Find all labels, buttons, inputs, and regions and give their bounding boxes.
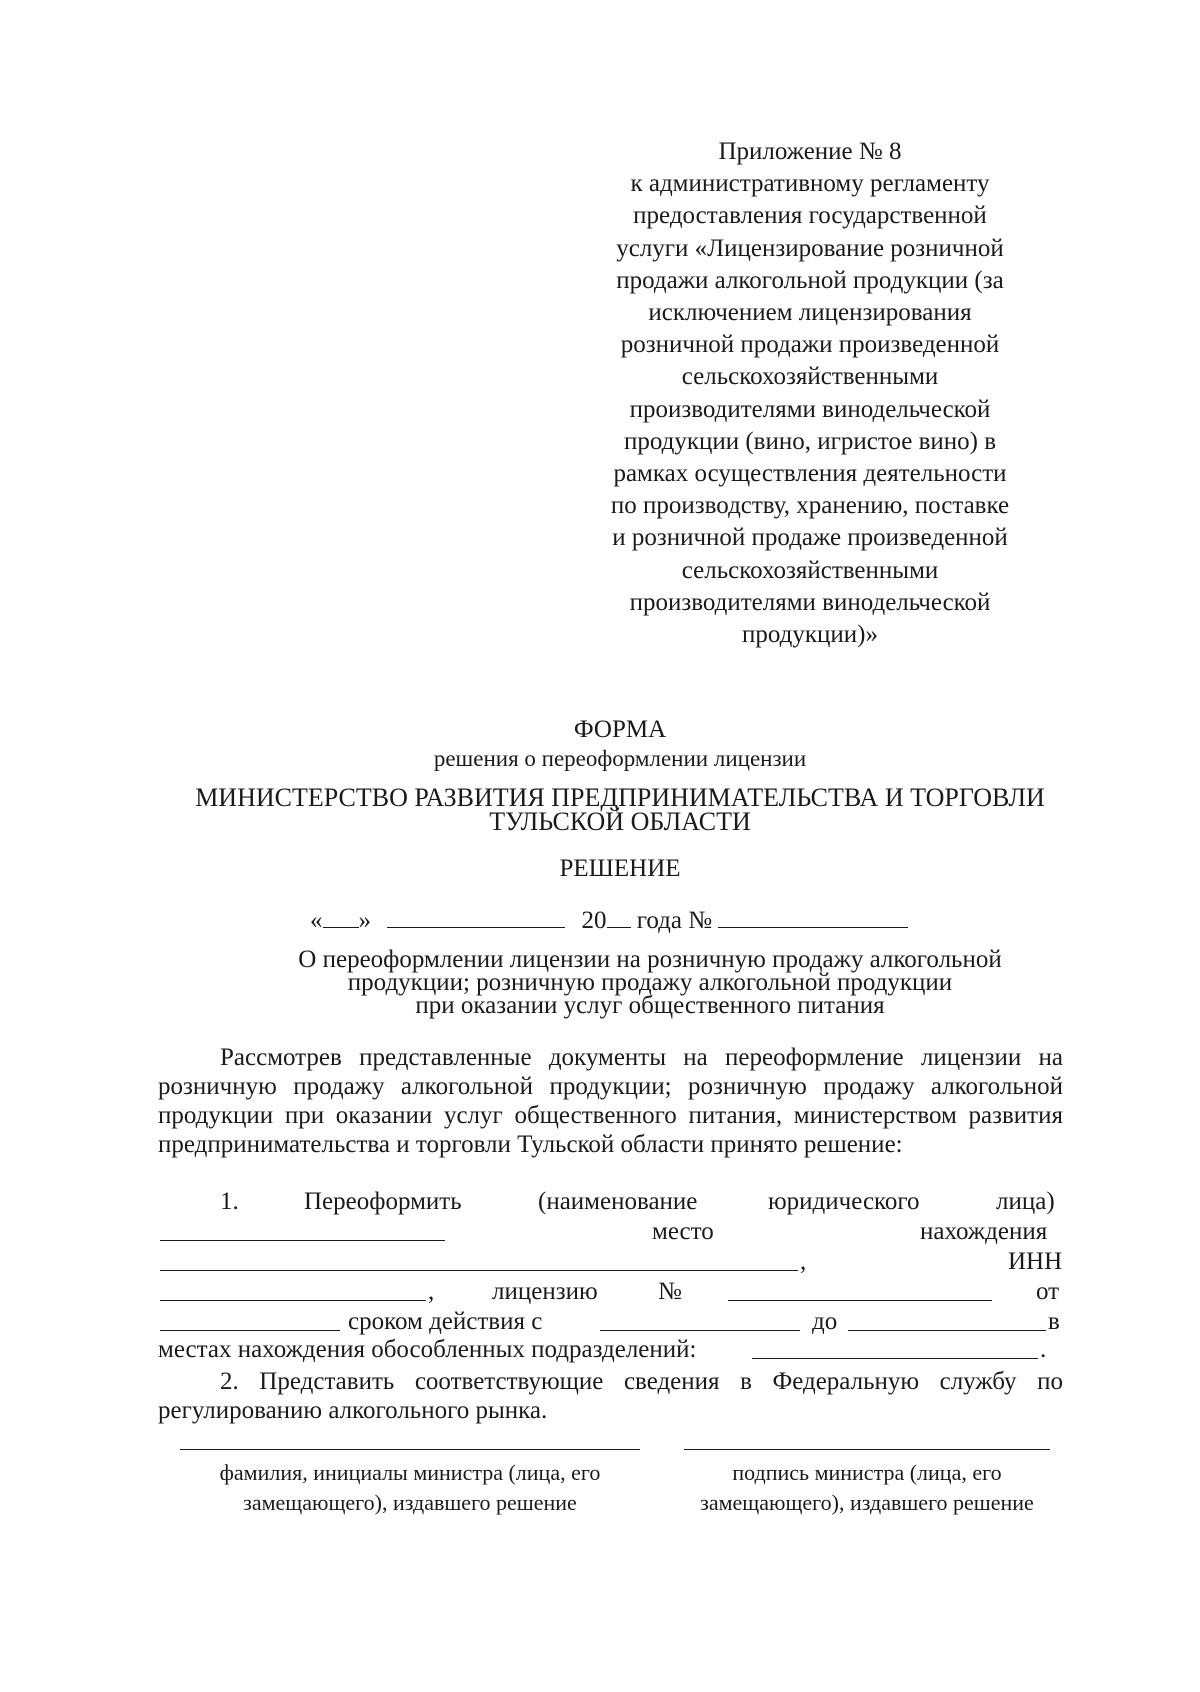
subject-line: О переоформлении лицензии на розничную продажу алкогольной <box>298 946 1002 973</box>
appendix-line: продажи алкогольной продукции (за <box>616 266 1004 294</box>
validity-to-blank <box>848 1330 1046 1331</box>
ministry-name-line1: МИНИСТЕРСТВО РАЗВИТИЯ ПРЕДПРИНИМАТЕЛЬСТВА И ТОРГОВЛИ <box>195 783 1045 812</box>
item1-word-reissue: Переоформить <box>304 1188 462 1215</box>
appendix-line: производителями винодельческой <box>629 395 991 423</box>
item1-row3 <box>158 1248 1063 1277</box>
end-dot: . <box>1040 1336 1047 1363</box>
appendix-line: к административному регламенту <box>630 170 990 198</box>
comma: , <box>428 1278 435 1305</box>
item1-word-inn: ИНН <box>1008 1248 1063 1275</box>
item1-word-places: местах нахождения обособленных подразделений: <box>158 1336 697 1363</box>
date-number-line <box>310 905 950 935</box>
item1-word-license: лицензию <box>492 1278 598 1305</box>
decision-subject <box>150 948 1150 1017</box>
item1-word-name: (наименование <box>538 1188 698 1215</box>
item1-row1 <box>158 1188 1063 1217</box>
signature-name-caption <box>160 1458 660 1518</box>
signature-sign-line <box>684 1449 1050 1450</box>
signature-sign-caption <box>660 1458 1074 1518</box>
subdivisions-blank <box>752 1358 1038 1359</box>
item1-word-location: нахождения <box>920 1218 1048 1245</box>
item1-word-in: в <box>1048 1308 1060 1335</box>
item1-word-entity: лица) <box>996 1188 1055 1215</box>
day-blank <box>323 905 359 928</box>
appendix-header <box>560 136 1060 651</box>
item1-word-to: до <box>812 1308 838 1335</box>
decision-heading: РЕШЕНИЕ <box>559 855 681 882</box>
appendix-line: продукции (вино, игристое вино) в <box>623 427 997 455</box>
subject-line: продукции; розничную продажу алкогольной продукции <box>347 969 953 996</box>
caption-line: фамилия, инициалы министра (лица, его <box>219 1460 601 1485</box>
close-quote: » <box>358 907 371 934</box>
comma: , <box>800 1248 807 1275</box>
subject-line: при оказании услуг общественного питания <box>415 992 885 1019</box>
appendix-line: розничной продажи произведенной <box>620 331 1000 359</box>
license-number-blank <box>728 1300 992 1301</box>
year-blank <box>607 905 631 928</box>
appendix-line: и розничной продаже произведенной <box>612 524 1008 552</box>
item1-word-from: от <box>1036 1278 1060 1305</box>
signature-name-line <box>180 1449 640 1450</box>
ministry-name-line2: ТУЛЬСКОЙ ОБЛАСТИ <box>489 807 751 836</box>
inn-blank <box>160 1300 426 1301</box>
open-quote: « <box>310 907 323 934</box>
item1-word-legal: юридического <box>768 1188 920 1215</box>
item1-row4 <box>158 1278 1063 1307</box>
appendix-line: услуги «Лицензирование розничной <box>616 234 1004 262</box>
appendix-line: Приложение № 8 <box>718 138 902 165</box>
item1-word-place: место <box>652 1218 714 1245</box>
month-blank <box>387 905 565 928</box>
validity-from-blank <box>600 1330 800 1331</box>
paragraph-item2: 2. Представить соответствующие сведения в Федеральную службу по регулированию алкогольного рынка. <box>158 1368 1063 1424</box>
number-sign: № <box>658 1278 682 1305</box>
appendix-line: рамках осуществления деятельности <box>613 460 1007 488</box>
form-subtitle: решения о переоформлении лицензии <box>433 746 807 771</box>
appendix-line: сельскохозяйственными <box>681 363 939 391</box>
item1-row6 <box>158 1336 1063 1365</box>
form-title: ФОРМА <box>573 716 667 743</box>
caption-line: замещающего), издавшего решение <box>243 1490 577 1515</box>
license-date-blank <box>160 1330 340 1331</box>
paragraph-intro: Рассмотрев представленные документы на переоформление лицензии на розничную продажу алкогольной продукции; розничную продажу алкогольной продукции при оказании услуг общественного питания, министерством развития предпринимательства и торговли Тульской области принято решение: <box>158 1044 1063 1158</box>
year-suffix: года № <box>636 907 713 934</box>
caption-line: замещающего), издавшего решение <box>700 1490 1034 1515</box>
appendix-line: исключением лицензирования <box>648 299 972 327</box>
entity-name-blank <box>160 1240 445 1241</box>
caption-line: подпись министра (лица, его <box>732 1460 1002 1485</box>
appendix-line: производителями винодельческой <box>629 588 991 616</box>
appendix-line: по производству, хранению, поставке <box>610 492 1010 520</box>
year-prefix: 20 <box>581 907 607 934</box>
item1-row2 <box>158 1218 1063 1247</box>
item1-word-validity: сроком действия с <box>348 1308 543 1335</box>
appendix-line: продукции)» <box>742 621 878 649</box>
item1-number: 1. <box>220 1188 239 1215</box>
appendix-line: предоставления государственной <box>633 202 987 230</box>
location-blank <box>160 1270 798 1271</box>
decision-number-blank <box>718 905 908 928</box>
item1-row5 <box>158 1308 1063 1337</box>
appendix-line: сельскохозяйственными <box>681 556 939 584</box>
